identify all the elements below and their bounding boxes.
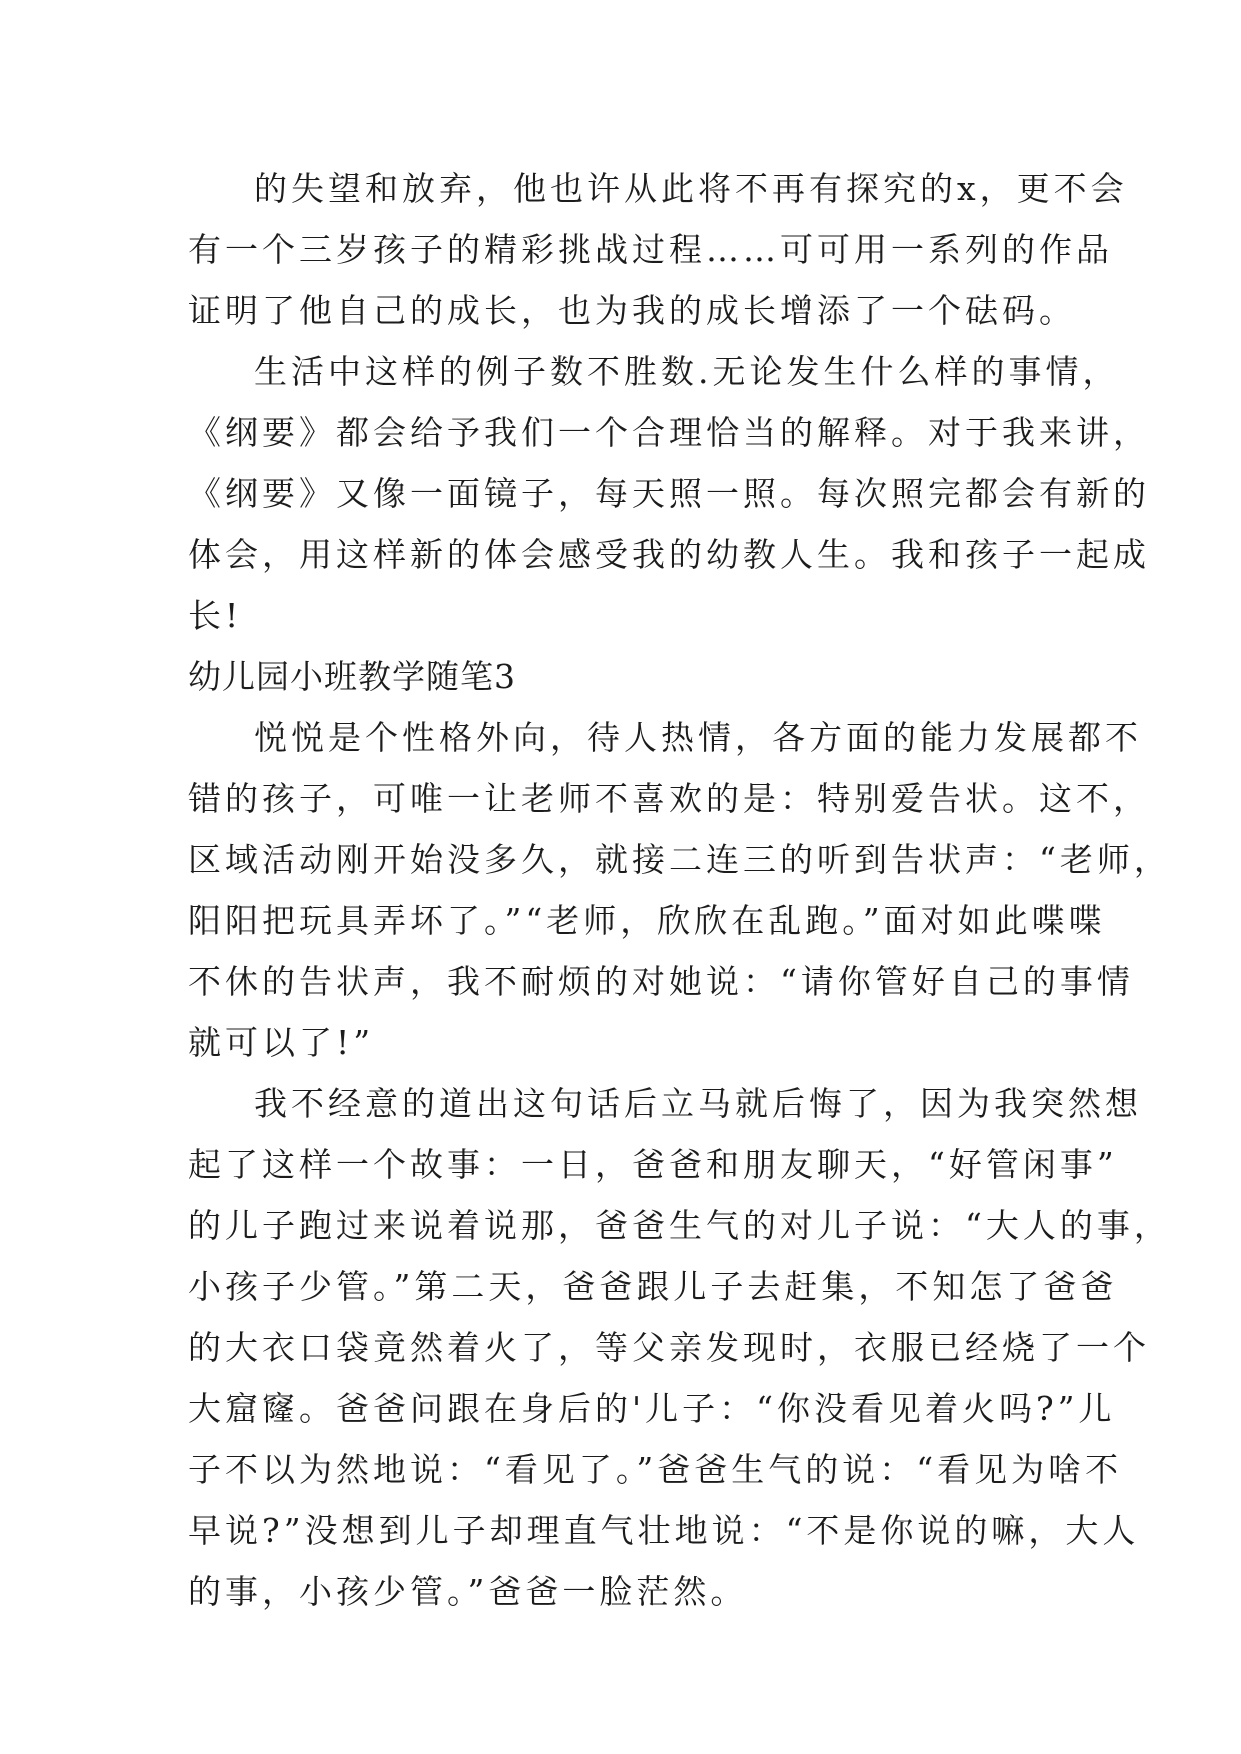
text-line: 体会，用这样新的体会感受我的幼教人生。我和孩子一起成: [188, 535, 1150, 574]
text-line: 《纲要》又像一面镜子，每天照一照。每次照完都会有新的: [188, 474, 1150, 513]
text-line: 早说?”没想到儿子却理直气壮地说：“不是你说的嘛，大人: [188, 1511, 1140, 1550]
text-line: 小孩子少管。”第二天，爸爸跟儿子去赶集，不知怎了爸爸: [188, 1267, 1118, 1306]
text-line: 悦悦是个性格外向，待人热情，各方面的能力发展都不: [254, 718, 1142, 757]
text-line: 阳阳把玩具弄坏了。”“老师，欣欣在乱跑。”面对如此喋喋: [188, 901, 1106, 940]
text-line: 有一个三岁孩子的精彩挑战过程……可可用一系列的作品: [188, 230, 1113, 269]
text-line: 《纲要》都会给予我们一个合理恰当的解释。对于我来讲，: [188, 413, 1150, 452]
text-line: 大窟窿。爸爸问跟在身后的'儿子：“你没看见着火吗?”儿: [188, 1389, 1116, 1428]
text-line: 就可以了!”: [188, 1023, 375, 1062]
text-line: 区域活动刚开始没多久，就接二连三的听到告状声：“老师，: [188, 840, 1171, 879]
text-line: 长!: [188, 596, 243, 635]
text-line: 的事，小孩少管。”爸爸一脸茫然。: [188, 1572, 748, 1611]
text-line: 子不以为然地说：“看见了。”爸爸生气的说：“看见为啥不: [188, 1450, 1123, 1489]
text-line: 我不经意的道出这句话后立马就后悔了，因为我突然想: [254, 1084, 1142, 1123]
text-line: 错的孩子，可唯一让老师不喜欢的是：特别爱告状。这不，: [188, 779, 1150, 818]
text-line: 不休的告状声，我不耐烦的对她说：“请你管好自己的事情: [188, 962, 1134, 1001]
text-line: 的儿子跑过来说着说那，爸爸生气的对儿子说：“大人的事，: [188, 1206, 1171, 1245]
text-line: 的大衣口袋竟然着火了，等父亲发现时，衣服已经烧了一个: [188, 1328, 1150, 1367]
section-heading: 幼儿园小班教学随笔3: [188, 657, 516, 696]
text-line: 证明了他自己的成长，也为我的成长增添了一个砝码。: [188, 291, 1076, 330]
document-body: [188, 158, 1171, 1622]
text-line: 起了这样一个故事：一日，爸爸和朋友聊天，“好管闲事”: [188, 1145, 1118, 1184]
text-line: 生活中这样的例子数不胜数.无论发生什么样的事情，: [254, 352, 1120, 391]
text-line: 的失望和放弃，他也许从此将不再有探究的x，更不会: [254, 169, 1128, 208]
